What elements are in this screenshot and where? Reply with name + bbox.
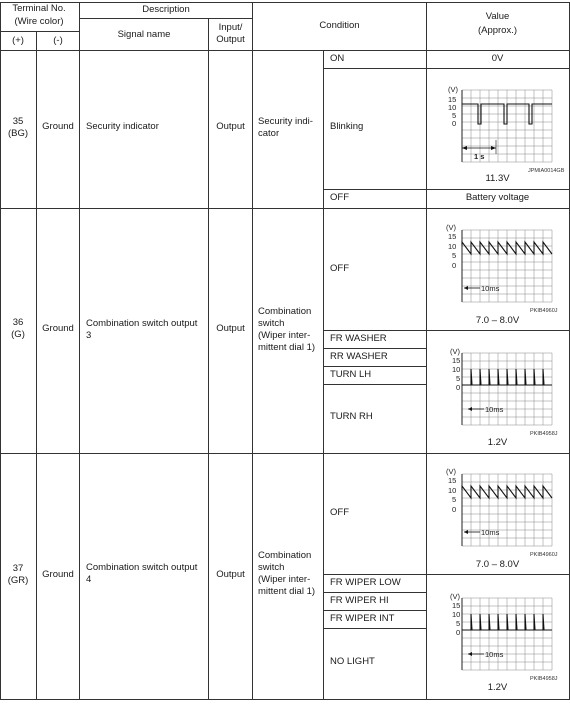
- condition-state: OFF: [330, 192, 349, 203]
- waveform-grid: [462, 230, 552, 302]
- y-tick-15: 15: [452, 356, 461, 365]
- signal-name-line: Combination switch output: [86, 562, 198, 573]
- header-wire-color: (Wire color): [14, 16, 64, 27]
- terminal-number: 37: [12, 563, 24, 574]
- row-divider: [323, 348, 426, 349]
- condition-group-line: Security indi-: [258, 116, 313, 127]
- header-approx: (Approx.): [477, 25, 518, 36]
- y-tick-10: 10: [448, 486, 457, 495]
- arrow-head-icon: [464, 286, 468, 290]
- pulse-waveform-chart: [440, 222, 570, 314]
- y-tick-5: 5: [452, 111, 457, 120]
- wire-color: (BG): [7, 128, 29, 139]
- condition-group-line: (Wiper inter-: [258, 574, 311, 585]
- table-border-top: [0, 2, 569, 3]
- condition-state: OFF: [330, 507, 349, 518]
- time-span-label: 10ms: [481, 528, 500, 537]
- column-divider: [36, 31, 37, 700]
- waveform-grid: [462, 353, 552, 425]
- y-tick-10: 10: [452, 365, 461, 374]
- waveform-grid: [462, 474, 552, 546]
- arrow-head-icon: [464, 530, 468, 534]
- row-divider: [323, 189, 569, 190]
- y-unit-label: (V): [446, 223, 456, 232]
- signal-name-line: Combination switch output: [86, 318, 198, 329]
- figure-code: PKIB4958J: [530, 431, 558, 437]
- y-unit-label: (V): [446, 467, 456, 476]
- y-tick-0: 0: [452, 261, 457, 270]
- y-tick-0: 0: [456, 628, 461, 637]
- ground-terminal: Ground: [42, 569, 74, 580]
- y-tick-5: 5: [452, 251, 457, 260]
- wire-color: (G): [11, 329, 25, 340]
- y-unit-label: (V): [448, 85, 458, 94]
- signal-name-line: 3: [86, 330, 92, 341]
- row-divider: [0, 453, 569, 454]
- y-tick-0: 0: [456, 383, 461, 392]
- header-signal-name: Signal name: [117, 29, 171, 40]
- condition-state: RR WASHER: [330, 351, 388, 362]
- terminal-number: 35: [12, 116, 24, 127]
- y-tick-10: 10: [448, 103, 457, 112]
- row-divider: [323, 592, 426, 593]
- arrow-head-icon: [491, 146, 496, 150]
- header-output: Output: [216, 34, 245, 45]
- condition-state: TURN LH: [330, 369, 372, 380]
- figure-code: PKIB4960J: [530, 552, 558, 558]
- y-tick-0: 0: [452, 505, 457, 514]
- condition-state: FR WIPER HI: [330, 595, 389, 606]
- condition-group-line: Combination: [258, 306, 312, 317]
- ground-terminal: Ground: [42, 323, 74, 334]
- header-value: Value: [485, 11, 510, 22]
- value-reading: 0V: [491, 53, 504, 64]
- y-unit-label: (V): [450, 592, 460, 601]
- arrow-head-icon: [468, 652, 472, 656]
- header-terminal-no: Terminal No.: [12, 3, 66, 14]
- condition-state: Blinking: [330, 121, 364, 132]
- value-reading: 11.3V: [485, 173, 510, 184]
- pulse-waveform-chart: [440, 466, 570, 558]
- value-reading: 7.0 – 8.0V: [475, 559, 520, 570]
- column-divider: [323, 50, 324, 700]
- arrow-head-icon: [468, 407, 472, 411]
- signal-name: Security indicator: [86, 121, 159, 132]
- y-tick-15: 15: [448, 95, 457, 104]
- value-reading: 7.0 – 8.0V: [475, 315, 520, 326]
- condition-group-line: switch: [258, 562, 285, 573]
- y-tick-15: 15: [448, 232, 457, 241]
- header-minus: (-): [53, 35, 63, 46]
- y-tick-10: 10: [452, 610, 461, 619]
- condition-group-line: switch: [258, 318, 285, 329]
- ground-terminal: Ground: [42, 121, 74, 132]
- column-divider: [426, 2, 427, 700]
- y-tick-15: 15: [452, 601, 461, 610]
- condition-state: NO LIGHT: [330, 656, 375, 667]
- condition-state: FR WASHER: [330, 333, 387, 344]
- y-tick-5: 5: [456, 619, 461, 628]
- row-divider: [323, 628, 426, 629]
- io-direction: Output: [216, 121, 245, 132]
- waveform-trace: [462, 486, 552, 498]
- figure-code: JPMIA0014GB: [528, 168, 565, 174]
- waveform-trace: [462, 242, 552, 254]
- io-direction: Output: [216, 569, 245, 580]
- figure-code: PKIB4960J: [530, 308, 558, 314]
- wire-color: (GR): [7, 575, 29, 586]
- column-divider: [252, 2, 253, 700]
- figure-code: PKIB4958J: [530, 676, 558, 682]
- signal-name-line: 4: [86, 574, 92, 585]
- row-divider: [323, 330, 569, 331]
- value-reading: Battery voltage: [465, 192, 530, 203]
- header-divider: [0, 31, 79, 32]
- blink-waveform-chart: [440, 82, 570, 174]
- row-divider: [0, 208, 569, 209]
- row-divider: [323, 384, 426, 385]
- condition-group-line: Combination: [258, 550, 312, 561]
- row-divider: [323, 366, 426, 367]
- waveform-grid: [462, 598, 552, 670]
- y-tick-10: 10: [448, 242, 457, 251]
- header-divider: [80, 18, 252, 19]
- row-divider: [323, 574, 569, 575]
- condition-state: FR WIPER LOW: [330, 577, 401, 588]
- time-span-label: 10ms: [485, 650, 504, 659]
- time-span-label: 10ms: [481, 284, 500, 293]
- y-tick-5: 5: [456, 374, 461, 383]
- header-bottom-rule: [0, 50, 569, 51]
- io-direction: Output: [216, 323, 245, 334]
- condition-group-line: cator: [258, 128, 280, 139]
- condition-state: ON: [330, 53, 345, 64]
- time-span-label: 1 s: [474, 152, 485, 161]
- y-tick-15: 15: [448, 476, 457, 485]
- condition-state: FR WIPER INT: [330, 613, 395, 624]
- terminal-number: 36: [12, 317, 24, 328]
- header-plus: (+): [12, 35, 24, 46]
- header-description: Description: [142, 4, 190, 15]
- table-border-left: [0, 2, 1, 700]
- condition-group-line: (Wiper inter-: [258, 330, 311, 341]
- condition-group-line: mittent dial 1): [258, 342, 316, 353]
- table-border-bottom: [0, 699, 569, 700]
- condition-state: TURN RH: [330, 411, 373, 422]
- pulse-waveform-chart: [440, 345, 570, 437]
- header-input: Input/: [218, 22, 243, 33]
- value-reading: 1.2V: [487, 437, 508, 448]
- row-divider: [323, 610, 426, 611]
- arrow-head-icon: [462, 146, 467, 150]
- y-unit-label: (V): [450, 347, 460, 356]
- condition-group-line: mittent dial 1): [258, 586, 316, 597]
- header-condition: Condition: [319, 20, 360, 31]
- value-reading: 1.2V: [487, 682, 508, 693]
- column-divider: [79, 2, 80, 700]
- time-span-label: 10ms: [485, 405, 504, 414]
- row-divider: [323, 68, 569, 69]
- pulse-waveform-chart: [440, 590, 570, 682]
- column-divider: [208, 18, 209, 700]
- condition-state: OFF: [330, 263, 349, 274]
- y-tick-5: 5: [452, 495, 457, 504]
- y-tick-0: 0: [452, 119, 457, 128]
